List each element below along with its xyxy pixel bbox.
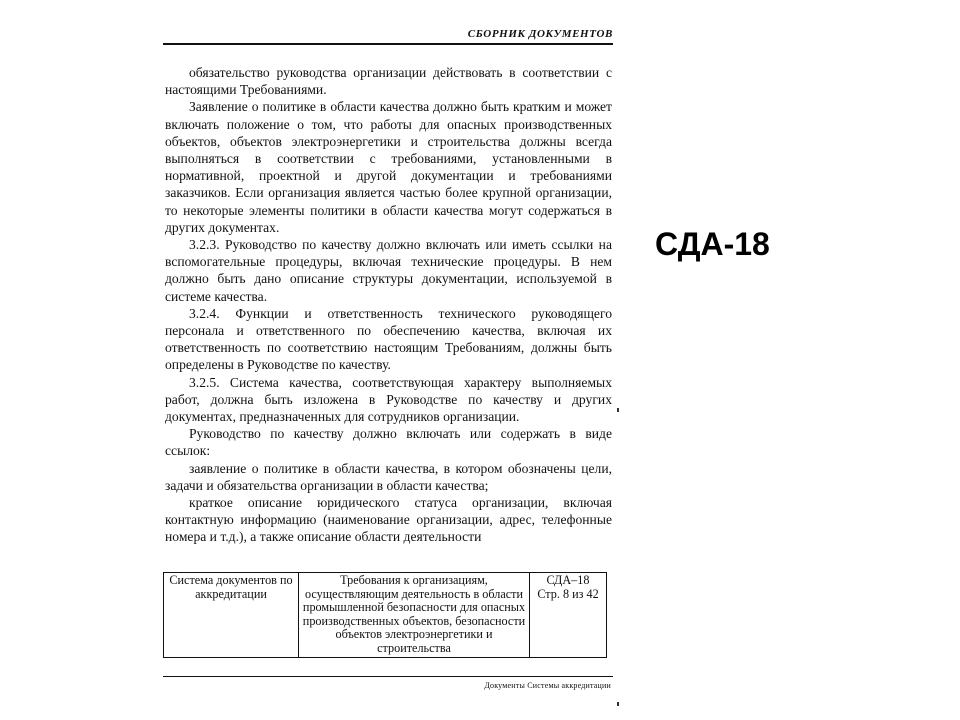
stamp-system-cell: Система документов по аккредитации: [164, 573, 299, 658]
paragraph-3-2-4: 3.2.4. Функции и ответственность технического руководящего персонала и ответственного по обеспечению качества, включая их ответственность по соответствию настоящим Требованиям, должны быть определены в Руководстве по качеству.: [165, 305, 612, 373]
paragraph-manual-includes: Руководство по качеству должно включать или содержать в виде ссылок:: [165, 426, 612, 459]
stamp-requirements-cell: Требования к организациям, осуществляющим деятельность в области промышленной безопасности для опасных производственных объектов, безопасности объектов электроэнергетики и строительства: [299, 573, 530, 658]
running-header: СБОРНИК ДОКУМЕНТОВ: [163, 28, 613, 45]
stamp-code-cell: [530, 573, 607, 658]
scan-speck: [617, 702, 619, 706]
document-code-label: СДА-18: [655, 226, 770, 262]
paragraph-continuation: обязательство руководства организации действовать в соответствии с настоящими Требованиями.: [165, 65, 612, 98]
body-text: [165, 64, 612, 546]
paragraph-list-item-policy: заявление о политике в области качества, в котором обозначены цели, задачи и обязательства организации в области качества;: [165, 460, 612, 493]
paragraph-3-2-5: 3.2.5. Система качества, соответствующая характеру выполняемых работ, должна быть изложена в Руководстве по качеству и других документах, предназначенных для сотрудников организации.: [165, 374, 612, 425]
document-stamp-table: [163, 572, 607, 658]
paragraph-quality-policy: Заявление о политике в области качества должно быть кратким и может включать положение о том, что работы для опасных производственных объектов, объектов электроэнергетики и строительства должны всегда выполняться в соответствии с требованиями, установленными в нормативной, проектной и другой документации и требованиями заказчиков. Если организация является частью более крупной организации, то некоторые элементы политики в области качества могут содержаться в других документах.: [165, 99, 612, 235]
stamp-row: [164, 573, 607, 658]
paragraph-3-2-3: 3.2.3. Руководство по качеству должно включать или иметь ссылки на вспомогательные процедуры, включая технические процедуры. В нем должно быть дано описание структуры документации, используемой в системе качества.: [165, 237, 612, 304]
stamp-code: СДА–18: [546, 573, 590, 587]
footer-text: Документы Системы аккредитации: [484, 681, 611, 690]
scan-speck: [617, 408, 619, 412]
stamp-page-number: Стр. 8 из 42: [537, 586, 599, 601]
paragraph-list-item-legal-status: краткое описание юридического статуса организации, включая контактную информацию (наименование организации, адрес, телефонные номера и т.д.), а также описание области деятельности: [165, 495, 612, 545]
footer-rule: [163, 676, 613, 677]
